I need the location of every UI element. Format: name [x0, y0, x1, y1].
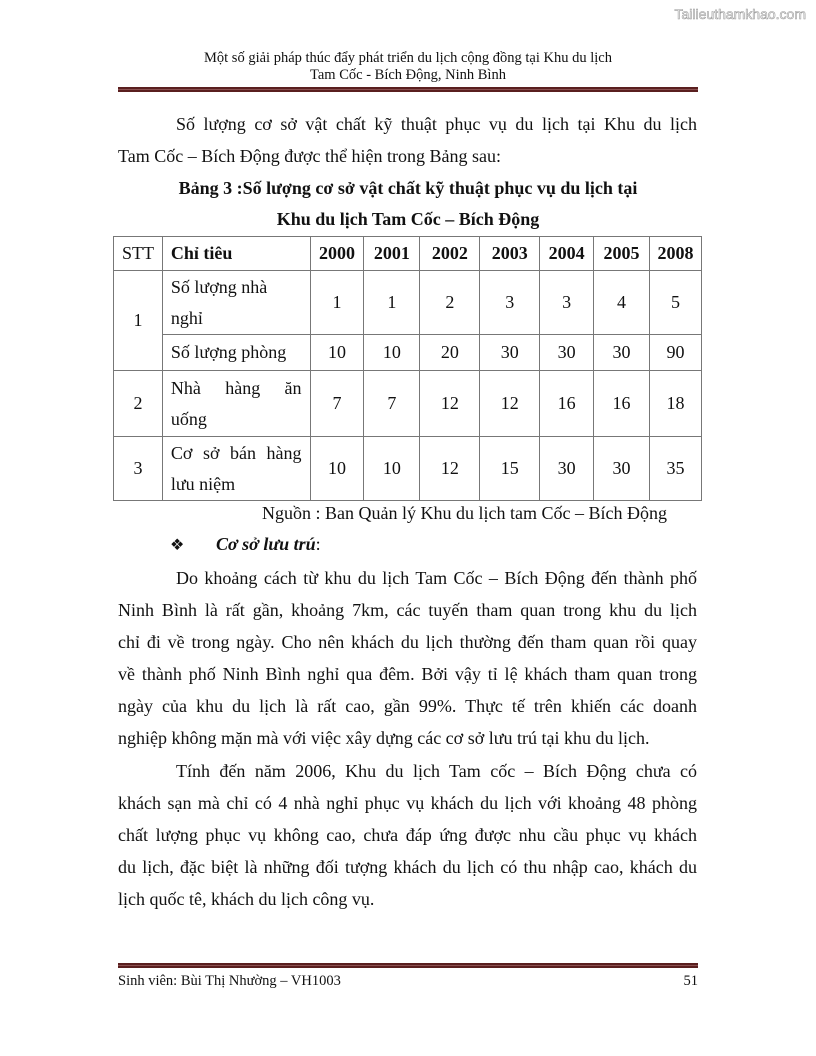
value-cell: 30 [540, 335, 594, 371]
value-cell: 30 [540, 437, 594, 501]
section-heading: Cơ sở lưu trú: [216, 534, 321, 554]
label-line: Nhà hàng ăn [170, 377, 302, 398]
value-cell: 1 [364, 271, 420, 335]
value-cell: 30 [594, 437, 650, 501]
paragraph-line: khách sạn mà chỉ có 4 nhà nghỉ phục vụ khách du lịch với khoảng 48 phòng [118, 793, 697, 813]
value-cell: 7 [364, 371, 420, 437]
stt-cell: 2 [114, 371, 163, 437]
paragraph-line: du lịch, đặc biệt là những đối tượng khách du lịch có thu nhập cao, khách du [118, 857, 697, 877]
label-line: lưu niệm [170, 473, 236, 494]
table-row [114, 335, 702, 371]
label-cell [162, 371, 310, 437]
col-header: 2005 [594, 237, 650, 271]
section-heading-text: Cơ sở lưu trú [216, 534, 316, 554]
value-cell: 10 [310, 437, 364, 501]
header-line-1: Một số giải pháp thúc đẩy phát triển du lịch cộng đồng tại Khu du lịch [204, 50, 612, 66]
col-header: 2003 [480, 237, 540, 271]
diamond-bullet-icon: ❖ [170, 537, 185, 554]
col-header: STT [114, 237, 163, 271]
label-line: uống [170, 408, 207, 429]
value-cell: 1 [310, 271, 364, 335]
paragraph-line: Ninh Bình là rất gần, khoảng 7km, các tuyến tham quan trong khu du lịch [118, 600, 697, 620]
paragraph-line: chất lượng phục vụ không cao, chưa đáp ứng được nhu cầu phục vụ khách [118, 825, 697, 845]
header-line-2: Tam Cốc - Bích Động, Ninh Bình [310, 67, 506, 83]
value-cell: 16 [594, 371, 650, 437]
page-number: 51 [683, 973, 698, 989]
intro-line: Tam Cốc – Bích Động được thể hiện trong Bảng sau: [118, 146, 501, 166]
table-row [114, 437, 702, 501]
table-source: Nguồn : Ban Quản lý Khu du lịch tam Cốc – Bích Động [262, 503, 667, 523]
value-cell: 10 [310, 335, 364, 371]
label-line: nghỉ [170, 307, 203, 328]
running-header [118, 50, 698, 84]
table-row [114, 371, 702, 437]
stt-cell: 1 [114, 271, 163, 371]
value-cell: 16 [540, 371, 594, 437]
facilities-table [113, 236, 702, 501]
paragraph-line: Do khoảng cách từ khu du lịch Tam Cốc – Bích Động đến thành phố [176, 568, 697, 588]
stt-cell: 3 [114, 437, 163, 501]
paragraph-line: Tính đến năm 2006, Khu du lịch Tam cốc – Bích Động chưa có [176, 761, 697, 781]
label-line: Cơ sở bán hàng [170, 442, 302, 463]
value-cell: 3 [540, 271, 594, 335]
value-cell: 12 [480, 371, 540, 437]
value-cell: 12 [420, 371, 480, 437]
paragraph-line: chỉ đi về trong ngày. Cho nên khách du lịch thường đến tham quan rồi quay [118, 632, 697, 652]
table-title: Khu du lịch Tam Cốc – Bích Động [276, 209, 540, 229]
footer-divider [118, 963, 698, 968]
col-header: 2001 [364, 237, 420, 271]
value-cell: 20 [420, 335, 480, 371]
header-divider [118, 87, 698, 92]
col-header: 2008 [649, 237, 701, 271]
value-cell: 90 [649, 335, 701, 371]
paragraph-line: nghiệp không mặn mà với việc xây dựng các cơ sở lưu trú tại khu du lịch. [118, 728, 650, 748]
value-cell: 12 [420, 437, 480, 501]
value-cell: 5 [649, 271, 701, 335]
table-row [114, 271, 702, 335]
value-cell: 30 [480, 335, 540, 371]
table-header-row [114, 237, 702, 271]
label-cell [162, 437, 310, 501]
col-header: 2000 [310, 237, 364, 271]
value-cell: 18 [649, 371, 701, 437]
table-title: Bảng 3 :Số lượng cơ sở vật chất kỹ thuật phục vụ du lịch tại [178, 178, 638, 198]
value-cell: 7 [310, 371, 364, 437]
value-cell: 10 [364, 335, 420, 371]
paragraph-line: lịch quốc tê, khách du lịch công vụ. [118, 889, 375, 909]
col-header: 2004 [540, 237, 594, 271]
value-cell: 10 [364, 437, 420, 501]
label-line: Số lượng nhà [170, 276, 268, 297]
watermark: Tailieuthamkhao.com [674, 6, 806, 22]
label-cell [162, 271, 310, 335]
value-cell: 15 [480, 437, 540, 501]
value-cell: 3 [480, 271, 540, 335]
col-header: Chỉ tiêu [162, 237, 310, 271]
value-cell: 2 [420, 271, 480, 335]
intro-line: Số lượng cơ sở vật chất kỹ thuật phục vụ du lịch tại Khu du lịch [176, 114, 697, 134]
footer [118, 973, 698, 990]
paragraph-line: về thành phố Ninh Bình nghỉ qua đêm. Bởi vậy tỉ lệ khách tham quan trong [118, 664, 697, 684]
footer-student: Sinh viên: Bùi Thị Nhường – VH1003 [118, 973, 341, 989]
paragraph-line: ngày của khu du lịch là rất cao, gần 99%. Thực tế trên khiến các doanh [118, 696, 697, 716]
value-cell: 30 [594, 335, 650, 371]
label-cell: Số lượng phòng [162, 335, 310, 371]
value-cell: 35 [649, 437, 701, 501]
col-header: 2002 [420, 237, 480, 271]
value-cell: 4 [594, 271, 650, 335]
